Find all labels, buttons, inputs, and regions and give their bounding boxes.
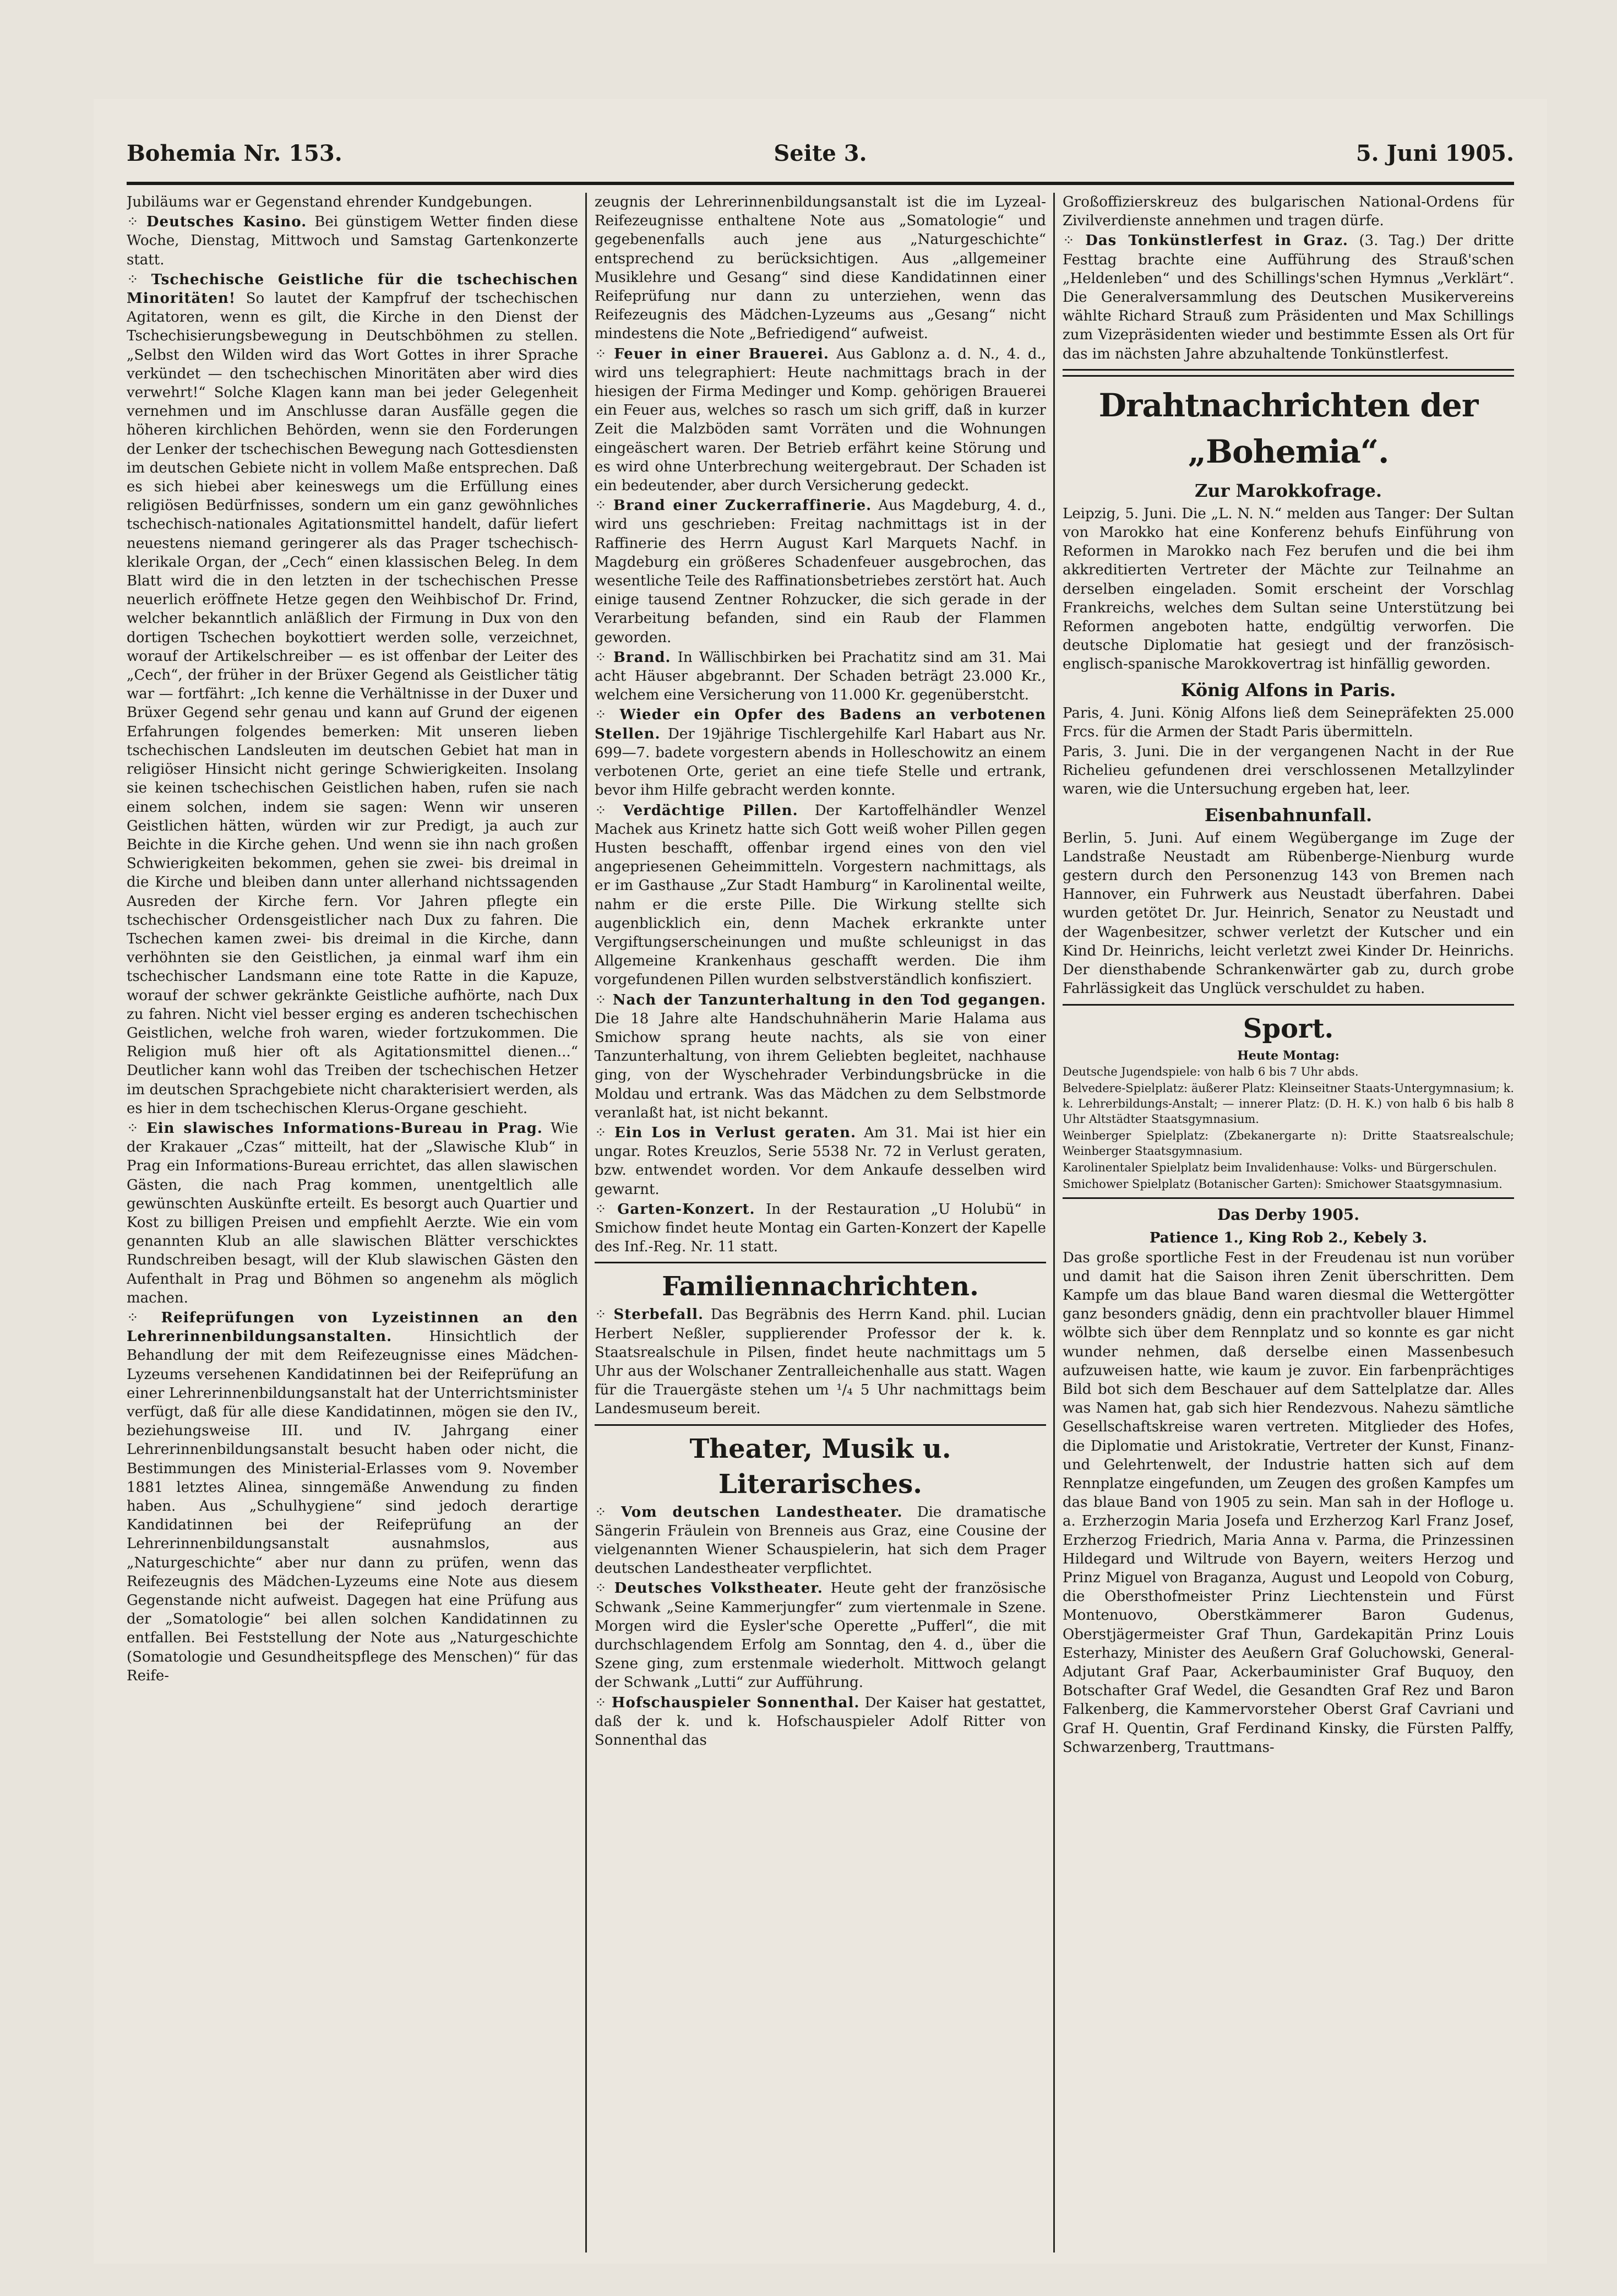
sport-listing: Karolinentaler Spielplatz beim Invalidenhause: Volks- und Bürgerschulen. — [1063, 1160, 1497, 1174]
section-title-theater: Theater, Musik u. Literarisches. — [689, 1433, 951, 1500]
article-text: Paris, 3. Juni. Die in der vergangenen Nacht in der Rue Richelieu gefundenen drei verschlossenen Metallzylinder waren, wie die Untersuchung ergeben hat, leer. — [1063, 743, 1514, 798]
article-text: Der Kaiser hat gestattet, daß der k. und k. Hofschauspieler Adolf Ritter von Sonnenthal das — [595, 1694, 1046, 1749]
subsection-title: Das Derby 1905. — [1217, 1205, 1360, 1224]
section-title-telegrams: Drahtnachrichten der „Bohemia“. — [1098, 386, 1478, 470]
article-text: Bei günstigem Wetter finden diese Woche, Dienstag, Mittwoch und Samstag Gartenkonzerte statt. — [127, 214, 578, 268]
article-text: Hinsichtlich der Behandlung der mit dem Reifezeugnisse eines Mädchen-Lyzeums versehenen Kandidatinnen bei der Reifeprüfung an einer Lehrerinnenbildungsanstalt hat der Unterrichtsminister verfügt, daß für alle diese Kandidatinnen, mögen sie den IV., beziehungsweise III. und IV. Jahrgang einer Lehrerinnenbildungsanstalt besucht haben oder nicht, die Bestimmungen des Ministerial-Erlasses vom 9. November 1881 letztes Alinea, sinngemäße Anwendung zu finden haben. Aus „Schulhygiene“ sind jedoch derartige Kandidatinnen bei der Reifeprüfung an der Lehrerinnenbildungsanstalt ausnahmslos, aus „Naturgeschichte“ aber nur dann zu prüfen, wenn das Reifezeugnis des Mädchen-Lyzeums eine Note aus diesem Gegenstande nicht aufweist. Dagegen hat eine Prüfung aus der „Somatologie“ bei allen solchen Kandidatinnen zu entfallen. Bei Feststellung der Note aus „Naturgeschichte (Somatologie und Gesundheitspflege des Menschen)“ für das Reife- — [127, 1328, 578, 1684]
article: ⁘ Vom deutschen Landestheater. Die dramatische Sängerin Fräulein von Brenneis aus Graz, eine Cousine der vielgenannten Wiener Schauspielerin, hat sich dem Prager deutschen Landestheater verpflichtet. — [595, 1503, 1046, 1577]
article-text: zeugnis der Lehrerinnenbildungsanstalt ist die im Lyzeal-Reifezeugnisse enthaltene Note aus „Somatologie“ und gegebenenfalls auch jene aus „Naturgeschichte“ entsprechend zu berücksichtigen. Aus „allgemeiner Musiklehre und Gesang“ sind diese Kandidatinnen einer Reifeprüfung nur dann zu unterziehen, wenn das Reifezeugnis des Mädchen-Lyzeums aus „Gesang“ nicht mindestens die Note „Befriedigend“ aufweist. — [595, 194, 1046, 343]
section-title-family: Familiennachrichten. — [662, 1271, 979, 1302]
article-text: Der Kartoffelhändler Wenzel Machek aus Krinetz hatte sich Gott weiß woher Pillen gegen Husten beschafft, offenbar irgend eines von den viel angepriesenen Geheimmitteln. Vorgestern nachmittags, als er im Gasthause „Zur Stadt Hamburg“ in Karolinental weilte, nahm er die erste Pille. Die Wirkung stellte sich augenblicklich ein, denn Machek erkrankte unter Vergiftungserscheinungen und mußte schleunigst in das Allgemeine Krankenhaus geschafft werden. Die ihm vorgefundenen Pillen wurden selbstverständlich konfisziert. — [595, 802, 1046, 989]
section-rule — [1063, 369, 1514, 377]
article-text: Paris, 4. Juni. König Alfons ließ dem Seinepräfekten 25.000 Frcs. für die Armen der Stadt Paris übermitteln. — [1063, 704, 1514, 740]
section-title-sport: Sport. — [1243, 1013, 1334, 1044]
article: ⁘ Brand einer Zuckerraffinerie. Aus Magdeburg, 4. d., wird uns geschrieben: Freitag nachmittags ist in der Raffinerie des Herrn August Karl Marquets Nachf. in Magdeburg ein größeres Schadenfeuer ausgebrochen, das wesentliche Teile des Raffinationsbetriebes zerstört hat. Auch einige tausend Zentner Rohzucker, die sich gerade in der Verarbeitung befanden, sind ein Raub der Flammen geworden. — [595, 497, 1046, 646]
article-text: In Wällischbirken bei Prachatitz sind am 31. Mai acht Häuser abgebrannt. Der Schaden beträgt 23.000 Kr., welchem eine Versicherung von 11.000 Kr. gegenüberstcht. — [595, 649, 1046, 704]
column-divider — [1053, 193, 1055, 2252]
article: ⁘ Wieder ein Opfer des Badens an verbotenen Stellen. Der 19jährige Tischlergehilfe Karl Habart aus Nr. 699—7. badete vorgestern abends in Holleschowitz an einem verbotenen Orte, geriet an eine tiefe Stelle und ertrank, bevor ihm Hilfe gebracht werden konnte. — [595, 707, 1046, 799]
article: ⁘ Deutsches Volkstheater. Heute geht der französische Schwank „Seine Kammerjungfer“ zum viertenmale in Szene. Morgen wird die Eysler'sche Operette „Pufferl“, die mit durchschlagendem Erfolg am Sonntag, den 4. d., über die Szene ging, zum erstenmale wiederholt. Mittwoch gelangt der Schwank „Lutti“ zur Aufführung. — [595, 1580, 1046, 1691]
header-issue: Bohemia Nr. 153. — [127, 140, 342, 166]
article: ⁘ Ein Los in Verlust geraten. Am 31. Mai ist hier ein ungar. Rotes Kreuzlos, Serie 5538 Nr. 72 in Verlust geraten, bzw. entwendet worden. Vor dem Ankaufe desselben wird gewarnt. — [595, 1124, 1046, 1198]
article-headline: Ein slawisches Informations-Bureau in Prag. — [146, 1120, 543, 1137]
column-2 — [595, 193, 1046, 2252]
section-rule — [1063, 1004, 1514, 1006]
column-3 — [1063, 193, 1514, 2252]
page-header — [127, 140, 1514, 173]
article-text: Leipzig, 5. Juni. Die „L. N. N.“ melden aus Tanger: Der Sultan von Marokko hat eine Konferenz behufs Einführung von Reformen in Marokko nach Fez berufen und die bei ihm akkreditierten Vertreter der Mächte zur Teilnahme an derselben eingeladen. Somit erscheint der Vorschlag Frankreichs, welches dem Sultan seine Unterstützung bei Reformen angeboten hatte, endgültig verworfen. Die deutsche Diplomatie hat gesiegt und der französisch-englisch-spanische Marokkovertrag ist hinfällig geworden. — [1063, 505, 1514, 673]
header-date: 5. Juni 1905. — [1355, 140, 1514, 166]
article: ⁘ Verdächtige Pillen. Der Kartoffelhändler Wenzel Machek aus Krinetz hatte sich Gott weiß woher Pillen gegen Husten beschafft, offenbar irgend eines von den viel angepriesenen Geheimmitteln. Vorgestern nachmittags, als er im Gasthause „Zur Stadt Hamburg“ in Karolinental weilte, nahm er die erste Pille. Die Wirkung stellte sich augenblicklich ein, denn Machek erkrankte unter Vergiftungserscheinungen und mußte schleunigst in das Allgemeine Krankenhaus geschafft werden. Die ihm vorgefundenen Pillen wurden selbstverständlich konfisziert. — [595, 802, 1046, 989]
sport-listing: Deutsche Jugendspiele: von halb 6 bis 7 Uhr abds. — [1063, 1065, 1359, 1078]
article: ⁘ Tschechische Geistliche für die tschechischen Minoritäten! So lautet der Kampfruf der tschechischen Agitatoren, wenn es gilt, die Kirche in den Dienst der Tschechisierungsbewegung in Deutschböhmen zu stellen. „Selbst den Wilden wird das Wort Gottes in ihrer Sprache verkündet — den tschechischen Minoritäten aber wird dies verwehrt!“ Solche Klagen kann man bei jeder Gelegenheit vernehmen und im Anschlusse daran Ausfälle gegen die höheren kirchlichen Behörden, wenn sie den Forderungen der Lenker der tschechischen Bewegung nach Gottesdiensten im deutschen Gebiete nicht in vollem Maße entsprechen. Daß es sich hiebei aber keineswegs um die Erfüllung eines religiösen Bedürfnisses, sondern um ein ganz gewöhnliches tschechisch-nationales Agitationsmittel handelt, dafür liefert neuestens niemand geringerer als das Prager tschechisch-klerikale Organ, der „Cech“ einen klassischen Beleg. In dem Blatt wird die in den letzten in der tschechischen Presse neuerlich eröffnete Hetze gegen den Weihbischof Dr. Frind, welcher bekanntlich anläßlich der Firmung in Dux von den dortigen Tschechen boykottiert werden solle, verzeichnet, worauf der Artikelschreiber — es ist offenbar der Leiter des „Cech“, der früher in der Brüxer Gegend als Geistlicher tätig war — fortfährt: „Ich kenne die Verhältnisse in der Duxer und Brüxer Gegend sehr genau und kann auf Grund der eigenen Erfahrungen folgendes bemerken: Mit unseren lieben tschechischen Landsleuten im deutschen Gebiet hat man in religiöser Hinsicht nicht geringe Schwierigkeiten. Insolang sie keinen tschechischen Geistlichen haben, rufen sie nach einem solchen, indem sie sagen: Wenn wir unseren Geistlichen hätten, würden wir zur Predigt, ja auch zur Beichte in die Kirche gehen. Und wenn sie ihn nach großen Schwierigkeiten bekommen, gehen sie zwei- bis dreimal in die Kirche und bleiben dann unter allerhand nichtssagenden Ausreden der Kirche fern. Vor Jahren pflegte ein tschechischer Ordensgeistlicher nach Dux zu fahren. Die Tschechen kamen zwei- bis dreimal in die Kirche, dann verhöhnten sie den Geistlichen, ja einmal warf ihm ein tschechischer Landsmann eine tote Ratte in die Kapuze, worauf der schwer gekränkte Geistliche aufhörte, nach Dux zu fahren. Nicht viel besser erging es anderen tschechischen Geistlichen, welche froh waren, wieder fortzukommen. Die Religion muß hier oft als Agitationsmittel dienen...“ Deutlicher kann wohl das Treiben der tschechischen Hetzer im deutschen Sprachgebiete nicht charakterisiert werden, als es hier in dem tschechischen Klerus-Organe geschieht. — [127, 271, 578, 1117]
section-rule — [595, 1424, 1046, 1426]
article: ⁘ Feuer in einer Brauerei. Aus Gablonz a. d. N., 4. d., wird uns telegraphiert: Heute nachmittags brach in der hiesigen der Firma Medinger und Komp. gehörigen Brauerei ein Feuer aus, welches so rasch um sich griff, daß in kurzer Zeit die Malzböden samt Vorräten und die Wohnungen eingeäschert waren. Der Betrieb erfährt keine Störung und es wird ohne Unterbrechung weitergebraut. Der Schaden ist ein bedeutender, aber durch Versicherung gedeckt. — [595, 345, 1046, 495]
article-text: Jubiläums war er Gegenstand ehrender Kundgebungen. — [127, 194, 532, 210]
section-rule — [595, 1262, 1046, 1263]
article-text: So lautet der Kampfruf der tschechischen Agitatoren, wenn es gilt, die Kirche in den Dienst der Tschechisierungsbewegung in Deutschböhmen zu stellen. „Selbst den Wilden wird das Wort Gottes in ihrer Sprache verkündet — den tschechischen Minoritäten aber wird dies verwehrt!“ Solche Klagen kann man bei jeder Gelegenheit vernehmen und im Anschlusse daran Ausfälle gegen die höheren kirchlichen Behörden, wenn sie den Forderungen der Lenker der tschechischen Bewegung nach Gottesdiensten im deutschen Gebiete nicht in vollem Maße entsprechen. Daß es sich hiebei aber keineswegs um die Erfüllung eines religiösen Bedürfnisses, sondern um ein ganz gewöhnliches tschechisch-nationales Agitationsmittel handelt, dafür liefert neuestens niemand geringerer als das Prager tschechisch-klerikale Organ, der „Cech“ einen klassischen Beleg. In dem Blatt wird die in den letzten in der tschechischen Presse neuerlich eröffnete Hetze gegen den Weihbischof Dr. Frind, welcher bekanntlich anläßlich der Firmung in Dux von den dortigen Tschechen boykottiert werden solle, verzeichnet, worauf der Artikelschreiber — es ist offenbar der Leiter des „Cech“, der früher in der Brüxer Gegend als Geistlicher tätig war — fortfährt: „Ich kenne die Verhältnisse in der Duxer und Brüxer Gegend sehr genau und kann auf Grund der eigenen Erfahrungen folgendes bemerken: Mit unseren lieben tschechischen Landsleuten im deutschen Gebiet hat man in religiöser Hinsicht nicht geringe Schwierigkeiten. Insolang sie keinen tschechischen Geistlichen haben, rufen sie nach einem solchen, indem sie sagen: Wenn wir unseren Geistlichen hätten, würden wir zur Predigt, ja auch zur Beichte in die Kirche gehen. Und wenn sie ihn nach großen Schwierigkeiten bekommen, gehen sie zwei- bis dreimal in die Kirche und bleiben dann unter allerhand nichtssagenden Ausreden der Kirche fern. Vor Jahren pflegte ein tschechischer Ordensgeistlicher nach Dux zu fahren. Die Tschechen kamen zwei- bis dreimal in die Kirche, dann verhöhnten sie den Geistlichen, ja einmal warf ihm ein tschechischer Landsmann eine tote Ratte in die Kapuze, worauf der schwer gekränkte Geistliche aufhörte, nach Dux zu fahren. Nicht viel besser erging es anderen tschechischen Geistlichen, welche froh waren, wieder fortzukommen. Die Religion muß hier oft als Agitationsmittel dienen...“ Deutlicher kann wohl das Treiben der tschechischen Hetzer im deutschen Sprachgebiete nicht charakterisiert werden, als es hier in dem tschechischen Klerus-Organe geschieht. — [127, 290, 578, 1117]
article-text: Die 18 Jahre alte Handschuhnäherin Marie Halama aus Smichow sprang heute nachts, als sie von einer Tanzunterhaltung, von ihrem Geliebten begleitet, nachhause ging, von der Wyschehrader Verbindungsbrücke in die Moldau und ertrank. Was das Mädchen zu dem Selbstmorde veranlaßt hat, ist nicht bekannt. — [595, 1010, 1046, 1121]
article: ⁘ Brand. In Wällischbirken bei Prachatitz sind am 31. Mai acht Häuser abgebrannt. Der Schaden beträgt 23.000 Kr., welchem eine Versicherung von 11.000 Kr. gegenüberstcht. — [595, 649, 1046, 704]
article: ⁘ Garten-Konzert. In der Restauration „U Holubü“ in Smichow findet heute Montag ein Garten-Konzert der Kapelle des Inf.-Reg. Nr. 11 statt. — [595, 1201, 1046, 1256]
column-1 — [127, 193, 578, 2252]
newspaper-page — [94, 99, 1547, 2264]
article: ⁘ Reifeprüfungen von Lyzeistinnen an den Lehrerinnenbildungsanstalten. Hinsichtlich der Behandlung der mit dem Reifezeugnisse eines Mädchen-Lyzeums versehenen Kandidatinnen bei der Reifeprüfung an einer Lehrerinnenbildungsanstalt hat der Unterrichtsminister verfügt, daß für alle diese Kandidatinnen, mögen sie den IV., beziehungsweise III. und IV. Jahrgang einer Lehrerinnenbildungsanstalt besucht haben oder nicht, die Bestimmungen des Ministerial-Erlasses vom 9. November 1881 letztes Alinea, sinngemäße Anwendung zu finden haben. Aus „Schulhygiene“ sind jedoch derartige Kandidatinnen bei der Reifeprüfung an der Lehrerinnenbildungsanstalt ausnahmslos, aus „Naturgeschichte“ aber nur dann zu prüfen, wenn das Reifezeugnis des Mädchen-Lyzeums eine Note aus diesem Gegenstande nicht aufweist. Dagegen hat eine Prüfung aus der „Somatologie“ bei allen solchen Kandidatinnen zu entfallen. Bei Feststellung der Note aus „Naturgeschichte (Somatologie und Gesundheitspflege des Menschen)“ für das Reife- — [127, 1309, 578, 1684]
article-text: Aus Gablonz a. d. N., 4. d., wird uns telegraphiert: Heute nachmittags brach in der hiesigen der Firma Medinger und Komp. gehörigen Brauerei ein Feuer aus, welches so rasch um sich griff, daß in kurzer Zeit die Malzböden samt Vorräten und die Wohnungen eingeäschert waren. Der Betrieb erfährt keine Störung und es wird ohne Unterbrechung weitergebraut. Der Schaden ist ein bedeutender, aber durch Versicherung gedeckt. — [595, 345, 1046, 495]
article-text: Die dramatische Sängerin Fräulein von Brenneis aus Graz, eine Cousine der vielgenannten Wiener Schauspielerin, hat sich dem Prager deutschen Landestheater verpflichtet. — [595, 1503, 1046, 1577]
article: ⁘ Nach der Tanzunterhaltung in den Tod gegangen. Die 18 Jahre alte Handschuhnäherin Marie Halama aus Smichow sprang heute nachts, als sie von einer Tanzunterhaltung, von ihrem Geliebten begleitet, nachhause ging, von der Wyschehrader Verbindungsbrücke in die Moldau und ertrank. Was das Mädchen zu dem Selbstmorde veranlaßt hat, ist nicht bekannt. — [595, 991, 1046, 1121]
subsection-title: König Alfons in Paris. — [1180, 679, 1396, 701]
column-divider — [585, 193, 587, 2252]
article-text: Wie der Krakauer „Czas“ mitteilt, hat der „Slawische Klub“ in Prag ein Informations-Bureau errichtet, das allen slawischen Gästen, die nach Prag kommen, unentgeltlich alle gewünschten Auskünfte erteilt. Es besorgt auch Quartier und Kost zu billigen Preisen und empfiehlt Aerzte. Wie ein vom genannten Klub an alle slawischen Blätter verschicktes Rundschreiben besagt, will der Klub slawischen Gästen den Aufenthalt in Prag und Böhmen so angenehm als möglich machen. — [127, 1120, 578, 1306]
article: ⁘ Deutsches Kasino. Bei günstigem Wetter finden diese Woche, Dienstag, Mittwoch und Samstag Gartenkonzerte statt. — [127, 214, 578, 268]
header-rule — [127, 182, 1514, 185]
article-headline: Das Tonkünstlerfest in Graz. — [1085, 232, 1348, 249]
article-headline: Deutsches Volkstheater. — [614, 1580, 823, 1597]
article-headline: Ein Los in Verlust geraten. — [614, 1124, 857, 1141]
article-headline: Vom deutschen Landestheater. — [620, 1503, 903, 1521]
article-headline: Brand. — [613, 649, 671, 666]
article-headline: Reifeprüfungen von Lyzeistinnen an den Lehrerinnenbildungsanstalten. — [127, 1309, 578, 1345]
article-text: Der 19jährige Tischlergehilfe Karl Habart aus Nr. 699—7. badete vorgestern abends in Holleschowitz an einem verbotenen Orte, geriet an eine tiefe Stelle und ertrank, bevor ihm Hilfe gebracht werden konnte. — [595, 725, 1046, 799]
article-headline: Hofschauspieler Sonnenthal. — [611, 1694, 860, 1711]
sport-listing: Belvedere-Spielplatz: äußerer Platz: Kleinseitner Staats-Untergymnasium; k. k. Lehrerbildungs-Anstalt; — innerer Platz: (D. H. K.) von halb 6 bis halb 8 Uhr Altstädter Staatsgymnasium. — [1063, 1081, 1514, 1126]
article-text: Aus Magdeburg, 4. d., wird uns geschrieben: Freitag nachmittags ist in der Raffinerie des Herrn August Karl Marquets Nachf. in Magdeburg ein größeres Schadenfeuer ausgebrochen, das wesentliche Teile des Raffinationsbetriebes zerstört hat. Auch einige tausend Zentner Rohzucker, die sich gerade in der Verarbeitung befanden, sind ein Raub der Flammen geworden. — [595, 497, 1046, 646]
article-headline: Nach der Tanzunterhaltung in den Tod gegangen. — [612, 991, 1046, 1008]
article-headline: Verdächtige Pillen. — [623, 802, 798, 819]
article-text: Das große sportliche Fest in der Freudenau ist nun vorüber und damit hat die Saison ihren Zenit überschritten. Dem Kampfe um das blaue Band waren diesmal die Wettergötter ganz besonders gnädig, denn ein prachtvoller blauer Himmel wölbte sich über dem Rennplatz und so konnte es gar nicht wunder nehmen, daß derselbe einen Massenbesuch aufzuweisen hatte, wie kaum je zuvor. Ein farbenprächtiges Bild bot sich dem Beschauer auf dem Sattelplatze dar. Alles was Namen hat, gab sich hier Rendezvous. Nahezu sämtliche Gesellschaftskreise waren vertreten. Mitglieder des Hofes, die Diplomatie und Aristokratie, Vertreter der Kunst, Finanz- und Gelehrtenwelt, der Industrie hatten sich auf dem Rennplatze eingefunden, um Zeugen des großen Kampfes um das blaue Band von 1905 zu sein. Man sah in der Hofloge u. a. Erzherzogin Maria Josefa und Erzherzog Karl Franz Josef, Erzherzog Friedrich, Maria Anna v. Parma, die Prinzessinen Hildegard und Wiltrude von Bayern, weiters Herzog und Prinz Miguel von Braganza, August und Leopold von Coburg, die Obersthofmeister Prinz Liechtenstein und Fürst Montenuovo, Oberstkämmerer Baron Gudenus, Oberstjägermeister Graf Thun, Gardekapitän Prinz Louis Esterhazy, Minister des Aeußern Graf Goluchowski, General-Adjutant Graf Paar, Ackerbauminister Graf Buquoy, den Botschafter Graf Wedel, die Gesandten Graf Rez und Baron Falkenberg, die Kammervorsteher Oberst Graf Cavriani und Graf H. Quentin, Graf Ferdinand Kinsky, die Fürsten Palffy, Schwarzenberg, Trauttmans- — [1063, 1249, 1514, 1756]
article-headline: Deutsches Kasino. — [146, 214, 307, 231]
article: ⁘ Hofschauspieler Sonnenthal. Der Kaiser hat gestattet, daß der k. und k. Hofschauspieler Adolf Ritter von Sonnenthal das — [595, 1694, 1046, 1749]
article: ⁘ Sterbefall. Das Begräbnis des Herrn Kand. phil. Lucian Herbert Neßler, supplierender Professor der k. k. Staatsrealschule in Pilsen, findet heute nachmittags um 5 Uhr aus der Wolschaner Zentralleichenhalle aus statt. Wagen für die Trauergäste stehen um ¹/₄ 5 Uhr nachmittags beim Landesmuseum bereit. — [595, 1306, 1046, 1418]
article-headline: Garten-Konzert. — [617, 1201, 755, 1218]
article-text: Heute geht der französische Schwank „Seine Kammerjungfer“ zum viertenmale in Szene. Morgen wird die Eysler'sche Operette „Pufferl“, die mit durchschlagendem Erfolg am Sonntag, den 4. d., über die Szene ging, zum erstenmale wiederholt. Mittwoch gelangt der Schwank „Lutti“ zur Aufführung. — [595, 1580, 1046, 1691]
sport-heading: Heute Montag: — [1237, 1048, 1340, 1063]
article-text: Berlin, 5. Juni. Auf einem Wegübergange im Zuge der Landstraße Neustadt am Rübenberge-Nienburg wurde gestern durch den Personenzug 143 von Bremen nach Hannover, ein Fuhrwerk aus Neustadt überfahren. Dabei wurden getötet Dr. Jur. Heinrich, Senator zu Neustadt und der Wagenbesitzer, schwer verletzt der Kutscher und ein Kind Dr. Heinrichs, leicht verletzt zwei Kinder Dr. Heinrichs. Der diensthabende Schrankenwärter gab zu, durch grobe Fahrlässigkeit das Unglück verschuldet zu haben. — [1063, 829, 1514, 997]
article-text: (3. Tag.) Der dritte Festtag brachte eine Aufführung des Strauß'schen „Heldenleben“ und des Schillings'schen Hymnus „Verklärt“. Die Generalversammlung des Deutschen Musikervereins wählte Richard Strauß zum Präsidenten und Max Schillings zum Vizepräsidenten wieder und bestimmte Essen als Ort für das im nächsten Jahre abzuhaltende Tonkünstlerfest. — [1063, 232, 1514, 362]
subsection-title: Zur Marokkofrage. — [1195, 480, 1382, 501]
article-headline: Tschechische Geistliche für die tschechischen Minoritäten! — [127, 271, 578, 307]
sport-listing: Smichower Spielplatz (Botanischer Garten): Smichower Staatsgymnasium. — [1063, 1177, 1502, 1191]
article-text: Das Begräbnis des Herrn Kand. phil. Lucian Herbert Neßler, supplierender Professor der k. k. Staatsrealschule in Pilsen, findet heute nachmittags um 5 Uhr aus der Wolschaner Zentralleichenhalle aus statt. Wagen für die Trauergäste stehen um ¹/₄ 5 Uhr nachmittags beim Landesmuseum bereit. — [595, 1306, 1046, 1418]
article-text: Großoffizierskreuz des bulgarischen National-Ordens für Zivilverdienste annehmen und tragen dürfe. — [1063, 194, 1514, 230]
article-headline: Wieder ein Opfer des Badens an verbotenen Stellen. — [595, 707, 1046, 742]
article: ⁘ Ein slawisches Informations-Bureau in Prag. Wie der Krakauer „Czas“ mitteilt, hat der „Slawische Klub“ in Prag ein Informations-Bureau errichtet, das allen slawischen Gästen, die nach Prag kommen, unentgeltlich alle gewünschten Auskünfte erteilt. Es besorgt auch Quartier und Kost zu billigen Preisen und empfiehlt Aerzte. Wie ein vom genannten Klub an alle slawischen Blätter verschicktes Rundschreiben besagt, will der Klub slawischen Gästen den Aufenthalt in Prag und Böhmen so angenehm als möglich machen. — [127, 1120, 578, 1306]
header-page-number: Seite 3. — [774, 140, 867, 166]
sport-listing: Weinberger Spielplatz: (Zbekanergarte n): Dritte Staatsrealschule; Weinberger Staatsgymnasium. — [1063, 1128, 1514, 1158]
section-rule — [1063, 1197, 1514, 1199]
article-headline: Feuer in einer Brauerei. — [614, 345, 829, 362]
derby-results: Patience 1., King Rob 2., Kebely 3. — [1149, 1229, 1428, 1246]
article-headline: Sterbefall. — [613, 1306, 704, 1323]
article-text: Am 31. Mai ist hier ein ungar. Rotes Kreuzlos, Serie 5538 Nr. 72 in Verlust geraten, bzw. entwendet worden. Vor dem Ankaufe desselben wird gewarnt. — [595, 1124, 1046, 1198]
article: ⁘ Das Tonkünstlerfest in Graz. (3. Tag.) Der dritte Festtag brachte eine Aufführung des Strauß'schen „Heldenleben“ und des Schillings'schen Hymnus „Verklärt“. Die Generalversammlung des Deutschen Musikervereins wählte Richard Strauß zum Präsidenten und Max Schillings zum Vizepräsidenten wieder und bestimmte Essen als Ort für das im nächsten Jahre abzuhaltende Tonkünstlerfest. — [1063, 232, 1514, 362]
article-text: In der Restauration „U Holubü“ in Smichow findet heute Montag ein Garten-Konzert der Kapelle des Inf.-Reg. Nr. 11 statt. — [595, 1201, 1046, 1256]
article-headline: Brand einer Zuckerraffinerie. — [613, 497, 872, 514]
subsection-title: Eisenbahnunfall. — [1204, 804, 1373, 826]
